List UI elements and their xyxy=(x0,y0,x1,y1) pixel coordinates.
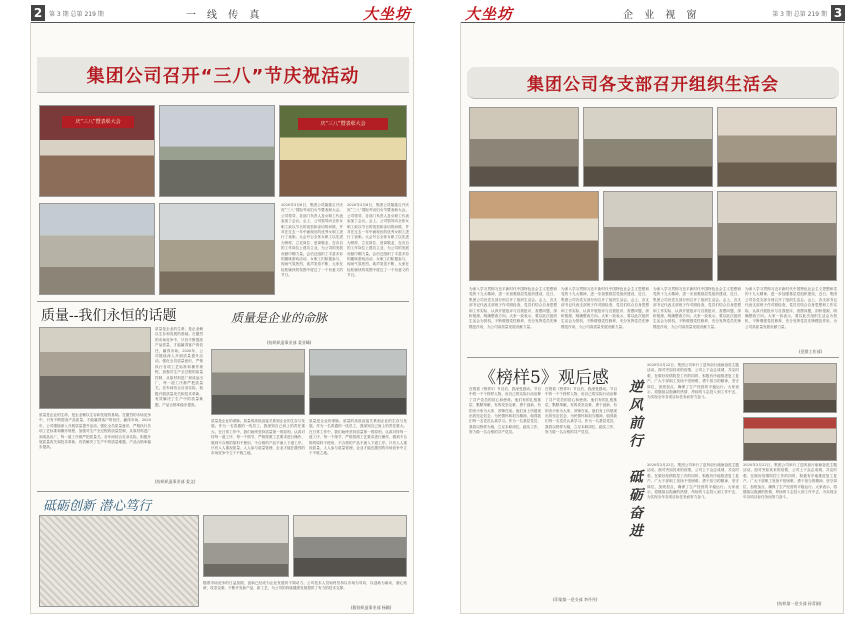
right-article3-col-2: 2020年3月22日，集团公司举行了逆风前行砥砺奋进主题活动。面对突如其来的疫情，公司上下众志成城、共克时艰，在做好疫情防控工作的同时，积极有序地推进复工复产。广大干部职工发扬不怕困难、勇于担当的精神，坚守岗位，加班加点，确保了生产经营的平稳运行。大家表示，将继续以饱满的热情、昂扬的斗志投入到工作中去，为实现全年各项目标任务而努力奋斗。 xyxy=(647,463,739,500)
left-section-label: 一 线 传 真 xyxy=(185,9,264,21)
photo-video-watch-1 xyxy=(743,363,837,413)
left-banner-title: 集团公司召开“三八”节庆祝活动 xyxy=(86,65,360,87)
photo-sign-1: 庆“三八”暨表彰大会 xyxy=(62,116,134,128)
right-article2-col-2: 在观看《榜样5》节目后，我深受感动。节目中的一个个榜样人物，用自己的实际行动诠释了共产党员的初心和使命。他们有的扎根基层、默默奉献，有的攻坚克难、勇于创新，有的舍小家为大家、冲锋在前。他们身上所展现出的坚定信念、为民情怀和担当精神，值得我们每一名党员认真学习。作为一名基层党员，我将以榜样为镜，立足本职岗位，踏实工作，努力做一名合格的共产党员。 xyxy=(545,387,617,435)
right-page xyxy=(460,4,844,614)
vertical-slogan-2: 砥砺奋进 xyxy=(627,469,643,541)
right-article1-byline: (党群工作部) xyxy=(799,349,823,354)
article1-col-1: 2020年3月8日，集团公司隆重召开庆祝“三八”国际劳动妇女节暨表彰大会。公司领导、各部门负责人及女职工代表参加了会议。会上，公司领导向全体女职工致以节日的祝贺和亲切的问候，并对在过去一年中涌现出的优秀女职工进行了表彰。大会号召全体女职工以先进为榜样，立足岗位、爱岗敬业，在各自的工作岗位上建功立业，为公司的发展贡献巾帼力量。会后还组织了丰富多彩的趣味游戏活动，女职工们积极参与，现场气氛热烈，欢声笑语不断，大家在轻松愉快的氛围中度过了一个有意义的节日。 xyxy=(281,203,343,278)
photo-drawing xyxy=(39,515,199,607)
right-article2-title: 《榜样5》观后感 xyxy=(479,368,609,388)
right-article2-byline: (印染第一党支部 李丹丹) xyxy=(553,597,598,602)
photo-meeting-room-1 xyxy=(469,107,579,187)
article4-title: 砥砺创新 潜心笃行 xyxy=(43,499,152,514)
photo-meeting-room-5 xyxy=(603,191,713,281)
photo-meeting-hall-1 xyxy=(39,105,155,197)
photo-office-2 xyxy=(293,515,407,577)
article3-col-1: 质量是企业的命脉。质量的高低直接关系到企业的生存与发展。作为一名普通的一线员工，我深知自己肩上的责任重大。在日常工作中，我们始终坚持质量第一的原则，认真对待每一道工序、每一个细节，严格按照工艺要求进行操作，做到不合格的原料不使用，不合格的产品不流入下道工序。只有人人重视质量，人人参与质量管理，企业才能在激烈的市场竞争中立于不败之地。 xyxy=(211,419,305,456)
right-article3-byline: (纺织第一党支部 孙青娟) xyxy=(777,601,822,606)
left-header-rule xyxy=(31,22,415,23)
photo-games-2 xyxy=(159,203,275,295)
right-issue-label: 第 3 期 总第 219 期 xyxy=(772,10,827,18)
article3-byline: (纺织织造事业部 姜亚峰) xyxy=(267,340,312,345)
right-header-rule xyxy=(461,22,845,23)
photo-meeting-room-2 xyxy=(583,107,713,187)
left-rule-1 xyxy=(37,301,409,302)
right-article1-col-4: 为深入学习贯彻习近平新时代中国特色社会主义思想和党的十九大精神，进一步加强基层党组织建设，近日，集团公司各党支部分别召开了组织生活会。会上，各支部书记代表支部班子作对照检查，党员们结合自身思想和工作实际，认真开展批评与自我批评，查摆问题，剖析根源，明确整改方向。大家一致表示，要以此次组织生活会为契机，不断增强党性修养，充分发挥党员先锋模范作用，为公司高质量发展贡献力量。 xyxy=(745,287,837,329)
right-page-number: 3 xyxy=(831,5,845,21)
right-article2-col-1: 在观看《榜样5》节目后，我深受感动。节目中的一个个榜样人物，用自己的实际行动诠释了共产党员的初心和使命。他们有的扎根基层、默默奉献，有的攻坚克难、勇于创新，有的舍小家为大家、冲锋在前。他们身上所展现出的坚定信念、为民情怀和担当精神，值得我们每一名党员认真学习。作为一名基层党员，我将以榜样为镜，立足本职岗位，踏实工作，努力做一名合格的共产党员。 xyxy=(469,387,541,435)
right-article3-col-1: 2020年3月22日，集团公司举行了逆风前行砥砺奋进主题活动。面对突如其来的疫情，公司上下众志成城、共克时艰，在做好疫情防控工作的同时，积极有序地推进复工复产。广大干部职工发扬不怕困难、勇于担当的精神，坚守岗位，加班加点，确保了生产经营的平稳运行。大家表示，将继续以饱满的热情、昂扬的斗志投入到工作中去，为实现全年各项目标任务而努力奋斗。 xyxy=(647,363,739,400)
article2-col-2: 质量是企业的生命，是企业赖以生存和发展的基础。在激烈的市场竞争中，只有不断提高产品质量，才能赢得客户的信任，赢得市场。2020年，公司继续深入开展质量提升活动，强化全员质量意识，严格执行各项工艺标准和操作规程，加强对生产全过程的质量控制，从原材料进厂到成品出厂，每一道工序都严把质量关。各车间结合自身实际，积极开展质量攻关和技术革新，有效解决了生产中的质量难题，产品合格率稳步提高。 xyxy=(39,413,151,450)
left-banner xyxy=(37,57,409,93)
photo-workshop-1 xyxy=(211,349,305,415)
photo-games-1 xyxy=(39,203,155,295)
left-page-header xyxy=(31,3,415,23)
article2-col-1: 质量是企业的生命，是企业赖以生存和发展的基础。在激烈的市场竞争中，只有不断提高产品质量，才能赢得客户的信任，赢得市场。2020年，公司继续深入开展质量提升活动，强化全员质量意识，严格执行各项工艺标准和操作规程，加强对生产全过程的质量控制，从原材料进厂到成品出厂，每一道工序都严把质量关。各车间结合自身实际，积极开展质量攻关和技术革新，有效解决了生产中的质量难题，产品合格率稳步提高。 xyxy=(155,327,203,407)
left-issue-label: 第 3 期 总第 219 期 xyxy=(49,10,104,18)
photo-workshop-2 xyxy=(309,349,407,415)
left-page xyxy=(30,4,414,614)
article1-col-2: 2020年3月8日，集团公司隆重召开庆祝“三八”国际劳动妇女节暨表彰大会。公司领导、各部门负责人及女职工代表参加了会议。会上，公司领导向全体女职工致以节日的祝贺和亲切的问候，并对在过去一年中涌现出的优秀女职工进行了表彰。大会号召全体女职工以先进为榜样，立足岗位、爱岗敬业，在各自的工作岗位上建功立业，为公司的发展贡献巾帼力量。会后还组织了丰富多彩的趣味游戏活动，女职工们积极参与，现场气氛热烈，欢声笑语不断，大家在轻松愉快的氛围中度过了一个有意义的节日。 xyxy=(347,203,409,278)
right-logo: 大坐坊 xyxy=(465,4,514,23)
article3-title: 质量是企业的命脉 xyxy=(231,311,328,325)
right-article1-col-1: 为深入学习贯彻习近平新时代中国特色社会主义思想和党的十九大精神，进一步加强基层党组织建设，近日，集团公司各党支部分别召开了组织生活会。会上，各支部书记代表支部班子作对照检查，党员们结合自身思想和工作实际，认真开展批评与自我批评，查摆问题，剖析根源，明确整改方向。大家一致表示，要以此次组织生活会为契机，不断增强党性修养，充分发挥党员先锋模范作用，为公司高质量发展贡献力量。 xyxy=(469,287,557,329)
right-article1-col-3: 为深入学习贯彻习近平新时代中国特色社会主义思想和党的十九大精神，进一步加强基层党组织建设，近日，集团公司各党支部分别召开了组织生活会。会上，各支部书记代表支部班子作对照检查，党员们结合自身思想和工作实际，认真开展批评与自我批评，查摆问题，剖析根源，明确整改方向。大家一致表示，要以此次组织生活会为契机，不断增强党性修养，充分发挥党员先锋模范作用，为公司高质量发展贡献力量。 xyxy=(653,287,741,329)
photo-meeting-room-4 xyxy=(469,191,599,281)
photo-outdoor-crowd xyxy=(159,105,275,197)
photo-meeting-room-3 xyxy=(717,107,837,187)
right-banner-title: 集团公司各支部召开组织生活会 xyxy=(527,75,779,95)
photo-meeting-hall-2 xyxy=(279,105,407,197)
right-banner xyxy=(467,67,839,99)
vertical-slogan-1: 逆风前行 xyxy=(627,379,643,451)
left-rule-2 xyxy=(37,491,409,492)
photo-meeting-room-6 xyxy=(717,191,837,281)
photo-office-1 xyxy=(203,515,289,577)
article4-body: 随着市场竞争的日益加剧，创新已经成为企业发展的不竭动力。公司技术人员始终坚持以市场为导向，以创新为驱动，潜心钻研，攻坚克难，不断开发新产品、新工艺，为公司的持续健康发展提供了有力的技术支撑。 xyxy=(203,581,407,591)
right-article1-col-2: 为深入学习贯彻习近平新时代中国特色社会主义思想和党的十九大精神，进一步加强基层党组织建设，近日，集团公司各党支部分别召开了组织生活会。会上，各支部书记代表支部班子作对照检查，党员们结合自身思想和工作实际，认真开展批评与自我批评，查摆问题，剖析根源，明确整改方向。大家一致表示，要以此次组织生活会为契机，不断增强党性修养，充分发挥党员先锋模范作用，为公司高质量发展贡献力量。 xyxy=(561,287,649,329)
article2-title: 质量--我们永恒的话题 xyxy=(41,308,177,324)
photo-factory-floor xyxy=(39,327,151,409)
right-page-header xyxy=(461,3,845,23)
article2-byline: (纺织织造事业部 姜文) xyxy=(155,479,196,484)
right-rule-1 xyxy=(467,357,839,358)
right-section-label: 企 业 视 窗 xyxy=(623,9,701,21)
article4-byline: (服装织造事业部 杨颖) xyxy=(351,605,392,610)
left-page-number: 2 xyxy=(31,5,45,21)
article3-col-2: 质量是企业的命脉。质量的高低直接关系到企业的生存与发展。作为一名普通的一线员工，我深知自己肩上的责任重大。在日常工作中，我们始终坚持质量第一的原则，认真对待每一道工序、每一个细节，严格按照工艺要求进行操作，做到不合格的原料不使用，不合格的产品不流入下道工序。只有人人重视质量，人人参与质量管理，企业才能在激烈的市场竞争中立于不败之地。 xyxy=(309,419,407,456)
right-article3-col-3: 2020年3月22日，集团公司举行了逆风前行砥砺奋进主题活动。面对突如其来的疫情，公司上下众志成城、共克时艰，在做好疫情防控工作的同时，积极有序地推进复工复产。广大干部职工发扬不怕困难、勇于担当的精神，坚守岗位，加班加点，确保了生产经营的平稳运行。大家表示，将继续以饱满的热情、昂扬的斗志投入到工作中去，为实现全年各项目标任务而努力奋斗。 xyxy=(743,463,837,500)
left-logo: 大坐坊 xyxy=(362,4,411,23)
photo-video-watch-2 xyxy=(743,417,837,461)
photo-sign-2: 庆“三八”暨表彰大会 xyxy=(298,118,388,130)
